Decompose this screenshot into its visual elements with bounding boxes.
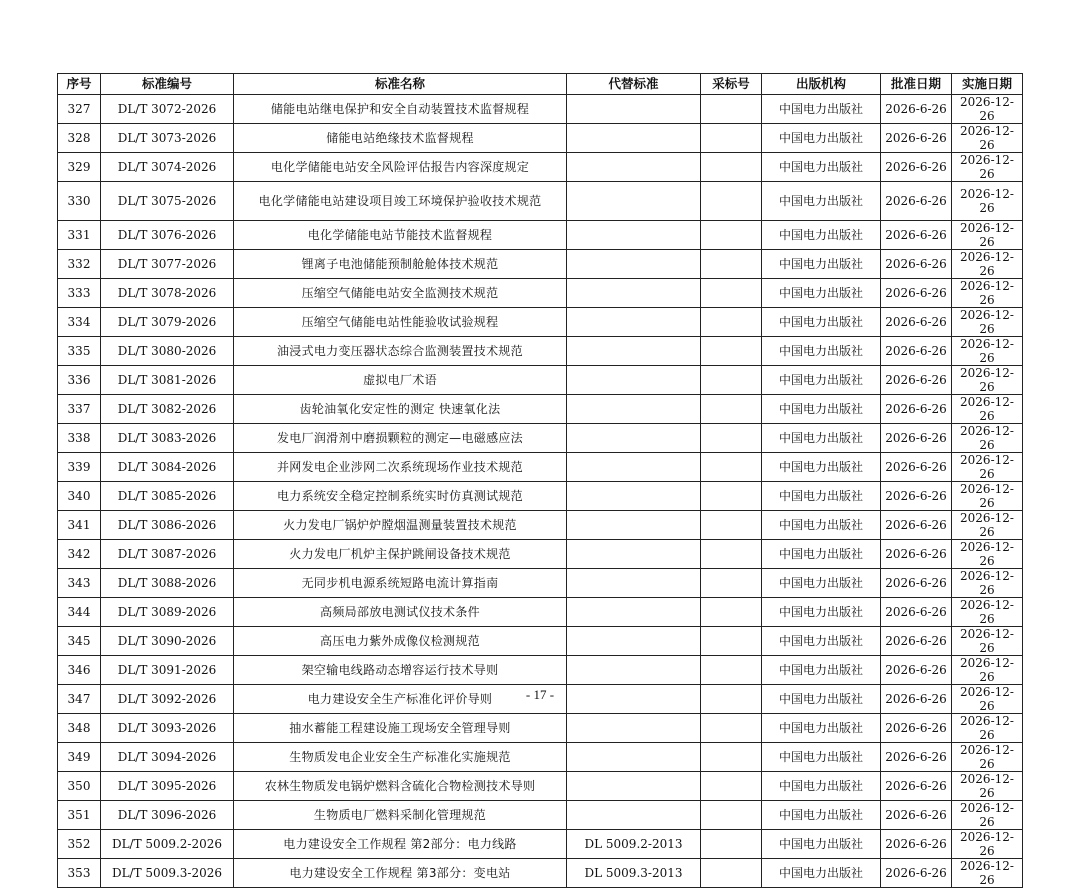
approval-date-cell: 2026-6-26 [881,337,952,366]
publisher-cell: 中国电力出版社 [762,182,881,221]
effective-date-cell: 2026-12-26 [952,424,1023,453]
publisher-cell: 中国电力出版社 [762,395,881,424]
replaced-cell [567,395,701,424]
replaced-cell [567,221,701,250]
table-row [58,714,1023,743]
std-name-cell: 电化学储能电站节能技术监督规程 [234,221,567,250]
table-row [58,153,1023,182]
approval-date-cell: 2026-6-26 [881,95,952,124]
adopted-cell [701,859,762,888]
effective-date-cell: 2026-12-26 [952,366,1023,395]
replaced-cell [567,95,701,124]
std-name-cell: 齿轮油氧化安定性的测定 快速氧化法 [234,395,567,424]
std-no-cell: DL/T 3083-2026 [101,424,234,453]
std-name-cell: 高压电力紫外成像仪检测规范 [234,627,567,656]
std-name-cell: 电化学储能电站安全风险评估报告内容深度规定 [234,153,567,182]
std-name-cell: 发电厂润滑剂中磨损颗粒的测定—电磁感应法 [234,424,567,453]
std-name-cell: 无同步机电源系统短路电流计算指南 [234,569,567,598]
seq-cell: 335 [58,337,101,366]
approval-date-cell: 2026-6-26 [881,250,952,279]
effective-date-cell: 2026-12-26 [952,511,1023,540]
col-header-adopted: 采标号 [701,74,762,95]
effective-date-cell: 2026-12-26 [952,453,1023,482]
effective-date-cell: 2026-12-26 [952,685,1023,714]
col-header-effective-date: 实施日期 [952,74,1023,95]
col-header-std-no: 标准编号 [101,74,234,95]
publisher-cell: 中国电力出版社 [762,772,881,801]
seq-cell: 331 [58,221,101,250]
std-no-cell: DL/T 3078-2026 [101,279,234,308]
replaced-cell [567,124,701,153]
adopted-cell [701,308,762,337]
table-row [58,182,1023,221]
effective-date-cell: 2026-12-26 [952,308,1023,337]
adopted-cell [701,337,762,366]
adopted-cell [701,279,762,308]
replaced-cell [567,308,701,337]
seq-cell: 337 [58,395,101,424]
std-no-cell: DL/T 3085-2026 [101,482,234,511]
seq-cell: 343 [58,569,101,598]
seq-cell: 334 [58,308,101,337]
std-name-cell: 压缩空气储能电站性能验收试验规程 [234,308,567,337]
publisher-cell: 中国电力出版社 [762,540,881,569]
replaced-cell [567,453,701,482]
publisher-cell: 中国电力出版社 [762,830,881,859]
replaced-cell: DL 5009.2-2013 [567,830,701,859]
adopted-cell [701,801,762,830]
std-name-cell: 电力建设安全工作规程 第2部分：电力线路 [234,830,567,859]
std-no-cell: DL/T 3086-2026 [101,511,234,540]
col-header-approval-date: 批准日期 [881,74,952,95]
seq-cell: 341 [58,511,101,540]
seq-cell: 345 [58,627,101,656]
approval-date-cell: 2026-6-26 [881,685,952,714]
std-no-cell: DL/T 5009.3-2026 [101,859,234,888]
publisher-cell: 中国电力出版社 [762,743,881,772]
approval-date-cell: 2026-6-26 [881,656,952,685]
seq-cell: 333 [58,279,101,308]
std-name-cell: 抽水蓄能工程建设施工现场安全管理导则 [234,714,567,743]
table-row [58,424,1023,453]
table-row [58,627,1023,656]
std-no-cell: DL/T 3096-2026 [101,801,234,830]
effective-date-cell: 2026-12-26 [952,772,1023,801]
std-no-cell: DL/T 3072-2026 [101,95,234,124]
approval-date-cell: 2026-6-26 [881,182,952,221]
replaced-cell [567,511,701,540]
adopted-cell [701,627,762,656]
effective-date-cell: 2026-12-26 [952,337,1023,366]
publisher-cell: 中国电力出版社 [762,859,881,888]
seq-cell: 336 [58,366,101,395]
std-no-cell: DL/T 3089-2026 [101,598,234,627]
approval-date-cell: 2026-6-26 [881,714,952,743]
std-no-cell: DL/T 3079-2026 [101,308,234,337]
approval-date-cell: 2026-6-26 [881,540,952,569]
std-name-cell: 架空输电线路动态增容运行技术导则 [234,656,567,685]
effective-date-cell: 2026-12-26 [952,95,1023,124]
adopted-cell [701,395,762,424]
std-name-cell: 虚拟电厂术语 [234,366,567,395]
replaced-cell [567,153,701,182]
effective-date-cell: 2026-12-26 [952,279,1023,308]
replaced-cell [567,569,701,598]
std-no-cell: DL/T 3084-2026 [101,453,234,482]
table-row [58,598,1023,627]
adopted-cell [701,511,762,540]
publisher-cell: 中国电力出版社 [762,569,881,598]
effective-date-cell: 2026-12-26 [952,182,1023,221]
std-no-cell: DL/T 3076-2026 [101,221,234,250]
publisher-cell: 中国电力出版社 [762,337,881,366]
table-row [58,453,1023,482]
adopted-cell [701,656,762,685]
effective-date-cell: 2026-12-26 [952,569,1023,598]
replaced-cell [567,801,701,830]
publisher-cell: 中国电力出版社 [762,627,881,656]
effective-date-cell: 2026-12-26 [952,598,1023,627]
adopted-cell [701,743,762,772]
approval-date-cell: 2026-6-26 [881,395,952,424]
seq-cell: 330 [58,182,101,221]
publisher-cell: 中国电力出版社 [762,366,881,395]
approval-date-cell: 2026-6-26 [881,424,952,453]
table-row [58,801,1023,830]
publisher-cell: 中国电力出版社 [762,221,881,250]
seq-cell: 328 [58,124,101,153]
approval-date-cell: 2026-6-26 [881,772,952,801]
std-name-cell: 电力建设安全生产标准化评价导则 [234,685,567,714]
std-no-cell: DL/T 3088-2026 [101,569,234,598]
std-name-cell: 火力发电厂机炉主保护跳闸设备技术规范 [234,540,567,569]
effective-date-cell: 2026-12-26 [952,714,1023,743]
std-no-cell: DL/T 3073-2026 [101,124,234,153]
std-no-cell: DL/T 3074-2026 [101,153,234,182]
approval-date-cell: 2026-6-26 [881,453,952,482]
approval-date-cell: 2026-6-26 [881,859,952,888]
std-no-cell: DL/T 3081-2026 [101,366,234,395]
table-row [58,124,1023,153]
seq-cell: 344 [58,598,101,627]
seq-cell: 349 [58,743,101,772]
table-row [58,743,1023,772]
replaced-cell [567,424,701,453]
publisher-cell: 中国电力出版社 [762,279,881,308]
std-name-cell: 生物质发电企业安全生产标准化实施规范 [234,743,567,772]
publisher-cell: 中国电力出版社 [762,250,881,279]
std-name-cell: 并网发电企业涉网二次系统现场作业技术规范 [234,453,567,482]
approval-date-cell: 2026-6-26 [881,221,952,250]
adopted-cell [701,95,762,124]
effective-date-cell: 2026-12-26 [952,830,1023,859]
table-row [58,95,1023,124]
std-name-cell: 高频局部放电测试仪技术条件 [234,598,567,627]
effective-date-cell: 2026-12-26 [952,540,1023,569]
seq-cell: 353 [58,859,101,888]
seq-cell: 348 [58,714,101,743]
adopted-cell [701,366,762,395]
col-header-std-name: 标准名称 [234,74,567,95]
replaced-cell [567,182,701,221]
approval-date-cell: 2026-6-26 [881,830,952,859]
publisher-cell: 中国电力出版社 [762,656,881,685]
approval-date-cell: 2026-6-26 [881,153,952,182]
table-row [58,540,1023,569]
adopted-cell [701,221,762,250]
std-name-cell: 火力发电厂锅炉炉膛烟温测量装置技术规范 [234,511,567,540]
table-row [58,511,1023,540]
publisher-cell: 中国电力出版社 [762,598,881,627]
seq-cell: 339 [58,453,101,482]
seq-cell: 352 [58,830,101,859]
std-no-cell: DL/T 3091-2026 [101,656,234,685]
table-row [58,366,1023,395]
seq-cell: 346 [58,656,101,685]
replaced-cell [567,743,701,772]
seq-cell: 351 [58,801,101,830]
std-no-cell: DL/T 3090-2026 [101,627,234,656]
std-name-cell: 电力系统安全稳定控制系统实时仿真测试规范 [234,482,567,511]
std-no-cell: DL/T 5009.2-2026 [101,830,234,859]
replaced-cell [567,772,701,801]
col-header-publisher: 出版机构 [762,74,881,95]
adopted-cell [701,772,762,801]
std-name-cell: 电力建设安全工作规程 第3部分：变电站 [234,859,567,888]
approval-date-cell: 2026-6-26 [881,308,952,337]
replaced-cell [567,366,701,395]
approval-date-cell: 2026-6-26 [881,366,952,395]
effective-date-cell: 2026-12-26 [952,859,1023,888]
replaced-cell [567,337,701,366]
publisher-cell: 中国电力出版社 [762,453,881,482]
std-no-cell: DL/T 3093-2026 [101,714,234,743]
std-name-cell: 生物质电厂燃料采制化管理规范 [234,801,567,830]
publisher-cell: 中国电力出版社 [762,308,881,337]
table-header-row [58,74,1023,95]
approval-date-cell: 2026-6-26 [881,569,952,598]
seq-cell: 338 [58,424,101,453]
col-header-seq: 序号 [58,74,101,95]
seq-cell: 327 [58,95,101,124]
approval-date-cell: 2026-6-26 [881,511,952,540]
std-name-cell: 农林生物质发电锅炉燃料含硫化合物检测技术导则 [234,772,567,801]
effective-date-cell: 2026-12-26 [952,801,1023,830]
approval-date-cell: 2026-6-26 [881,598,952,627]
table-row [58,337,1023,366]
publisher-cell: 中国电力出版社 [762,482,881,511]
effective-date-cell: 2026-12-26 [952,221,1023,250]
adopted-cell [701,540,762,569]
adopted-cell [701,250,762,279]
publisher-cell: 中国电力出版社 [762,153,881,182]
replaced-cell: DL 5009.3-2013 [567,859,701,888]
adopted-cell [701,124,762,153]
std-name-cell: 储能电站绝缘技术监督规程 [234,124,567,153]
approval-date-cell: 2026-6-26 [881,627,952,656]
std-no-cell: DL/T 3075-2026 [101,182,234,221]
approval-date-cell: 2026-6-26 [881,743,952,772]
effective-date-cell: 2026-12-26 [952,124,1023,153]
table-row [58,656,1023,685]
publisher-cell: 中国电力出版社 [762,685,881,714]
std-name-cell: 油浸式电力变压器状态综合监测装置技术规范 [234,337,567,366]
table-row [58,859,1023,888]
approval-date-cell: 2026-6-26 [881,801,952,830]
std-name-cell: 储能电站继电保护和安全自动装置技术监督规程 [234,95,567,124]
seq-cell: 342 [58,540,101,569]
std-name-cell: 电化学储能电站建设项目竣工环境保护验收技术规范 [234,182,567,221]
seq-cell: 350 [58,772,101,801]
std-no-cell: DL/T 3095-2026 [101,772,234,801]
seq-cell: 340 [58,482,101,511]
replaced-cell [567,482,701,511]
effective-date-cell: 2026-12-26 [952,627,1023,656]
replaced-cell [567,598,701,627]
adopted-cell [701,153,762,182]
std-no-cell: DL/T 3087-2026 [101,540,234,569]
effective-date-cell: 2026-12-26 [952,250,1023,279]
seq-cell: 347 [58,685,101,714]
effective-date-cell: 2026-12-26 [952,153,1023,182]
approval-date-cell: 2026-6-26 [881,482,952,511]
seq-cell: 332 [58,250,101,279]
standards-table [57,73,1023,888]
std-no-cell: DL/T 3092-2026 [101,685,234,714]
seq-cell: 329 [58,153,101,182]
replaced-cell [567,279,701,308]
table-row [58,569,1023,598]
table-row [58,279,1023,308]
table-row [58,830,1023,859]
effective-date-cell: 2026-12-26 [952,656,1023,685]
adopted-cell [701,830,762,859]
col-header-replaced: 代替标准 [567,74,701,95]
std-name-cell: 锂离子电池储能预制舱舱体技术规范 [234,250,567,279]
table-row [58,308,1023,337]
table-row [58,772,1023,801]
table-row [58,250,1023,279]
replaced-cell [567,627,701,656]
approval-date-cell: 2026-6-26 [881,279,952,308]
std-no-cell: DL/T 3094-2026 [101,743,234,772]
adopted-cell [701,569,762,598]
replaced-cell [567,714,701,743]
publisher-cell: 中国电力出版社 [762,511,881,540]
adopted-cell [701,182,762,221]
table-row [58,221,1023,250]
replaced-cell [567,540,701,569]
adopted-cell [701,482,762,511]
replaced-cell [567,250,701,279]
effective-date-cell: 2026-12-26 [952,395,1023,424]
effective-date-cell: 2026-12-26 [952,743,1023,772]
adopted-cell [701,453,762,482]
std-name-cell: 压缩空气储能电站安全监测技术规范 [234,279,567,308]
effective-date-cell: 2026-12-26 [952,482,1023,511]
publisher-cell: 中国电力出版社 [762,424,881,453]
publisher-cell: 中国电力出版社 [762,714,881,743]
publisher-cell: 中国电力出版社 [762,124,881,153]
page-number: - 17 - [525,687,555,702]
std-no-cell: DL/T 3082-2026 [101,395,234,424]
table-row [58,395,1023,424]
std-no-cell: DL/T 3080-2026 [101,337,234,366]
publisher-cell: 中国电力出版社 [762,801,881,830]
replaced-cell [567,656,701,685]
approval-date-cell: 2026-6-26 [881,124,952,153]
adopted-cell [701,598,762,627]
std-no-cell: DL/T 3077-2026 [101,250,234,279]
table-row [58,482,1023,511]
publisher-cell: 中国电力出版社 [762,95,881,124]
adopted-cell [701,714,762,743]
adopted-cell [701,424,762,453]
